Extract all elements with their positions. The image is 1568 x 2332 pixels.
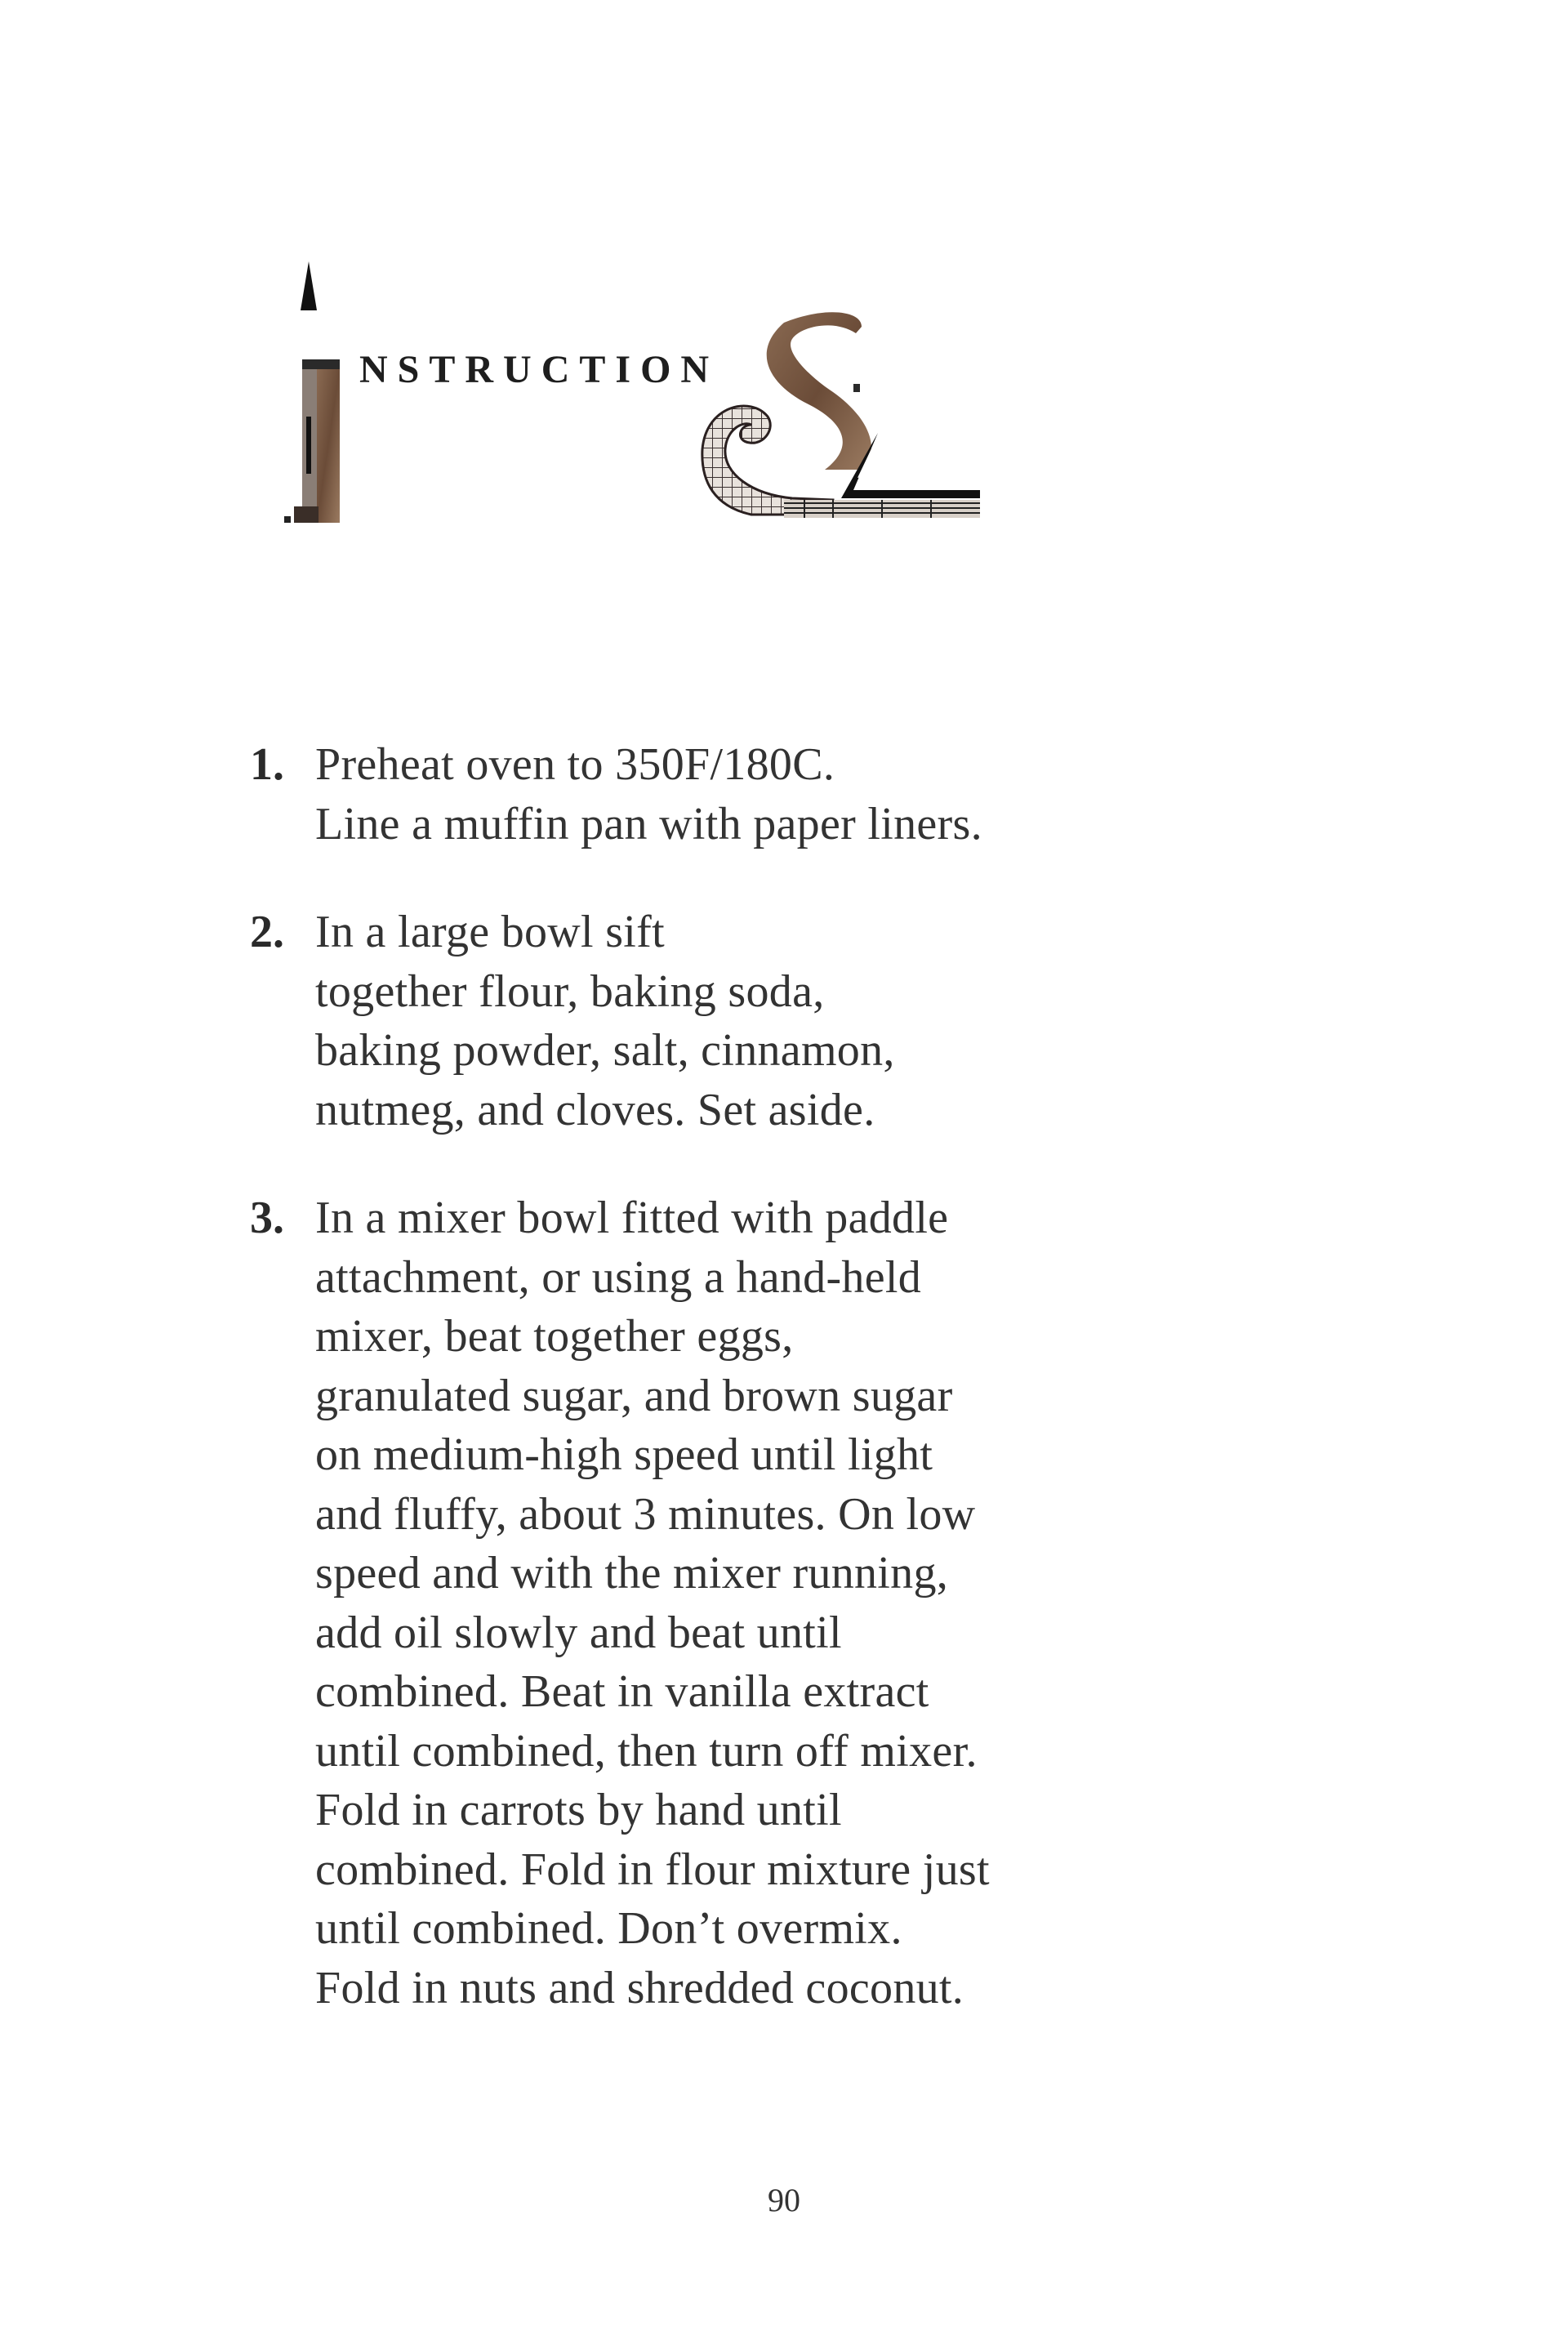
step-text xyxy=(315,903,895,1139)
instruction-step xyxy=(196,735,1094,854)
step-line: on medium-high speed until light xyxy=(315,1429,933,1480)
step-line: In a mixer bowl fitted with paddle xyxy=(315,1193,949,1243)
step-text xyxy=(315,1188,990,2018)
step-line: Fold in carrots by hand until xyxy=(315,1785,842,1835)
step-line: In a large bowl sift xyxy=(315,907,665,957)
step-line: granulated sugar, and brown sugar xyxy=(315,1370,953,1421)
instruction-step xyxy=(196,903,1094,1139)
section-heading: NSTRUCTION xyxy=(359,348,719,391)
step-line: combined. Fold in flour mixture just xyxy=(315,1844,990,1895)
step-line: baking powder, salt, cinnamon, xyxy=(315,1025,895,1076)
step-line: until combined. Don’t overmix. xyxy=(315,1903,902,1954)
page-number: 90 xyxy=(768,2182,800,2218)
step-line: add oil slowly and beat until xyxy=(315,1607,842,1658)
step-line: Fold in nuts and shredded coconut. xyxy=(315,1962,964,2013)
step-number: 2. xyxy=(250,907,284,957)
step-number: 3. xyxy=(250,1193,284,1243)
step-line: speed and with the mixer running, xyxy=(315,1548,949,1599)
step-text xyxy=(315,735,982,854)
step-line: Preheat oven to 350F/180C. xyxy=(315,739,835,790)
drop-cap-s-ornament xyxy=(702,312,980,518)
instruction-step xyxy=(196,1188,1094,2018)
heading-ornament xyxy=(261,261,996,531)
step-line: attachment, or using a hand-held xyxy=(315,1251,922,1303)
step-line: mixer, beat together eggs, xyxy=(315,1311,794,1362)
step-line: Line a muffin pan with paper liners. xyxy=(315,798,982,849)
step-line: together flour, baking soda, xyxy=(315,965,825,1017)
step-line: combined. Beat in vanilla extract xyxy=(315,1666,929,1717)
step-line: and fluffy, about 3 minutes. On low xyxy=(315,1488,976,1540)
step-line: nutmeg, and cloves. Set aside. xyxy=(315,1084,875,1135)
step-number: 1. xyxy=(250,739,284,790)
instruction-list xyxy=(196,735,1094,2067)
drop-cap-i-ornament xyxy=(284,261,340,523)
step-line: until combined, then turn off mixer. xyxy=(315,1725,978,1777)
